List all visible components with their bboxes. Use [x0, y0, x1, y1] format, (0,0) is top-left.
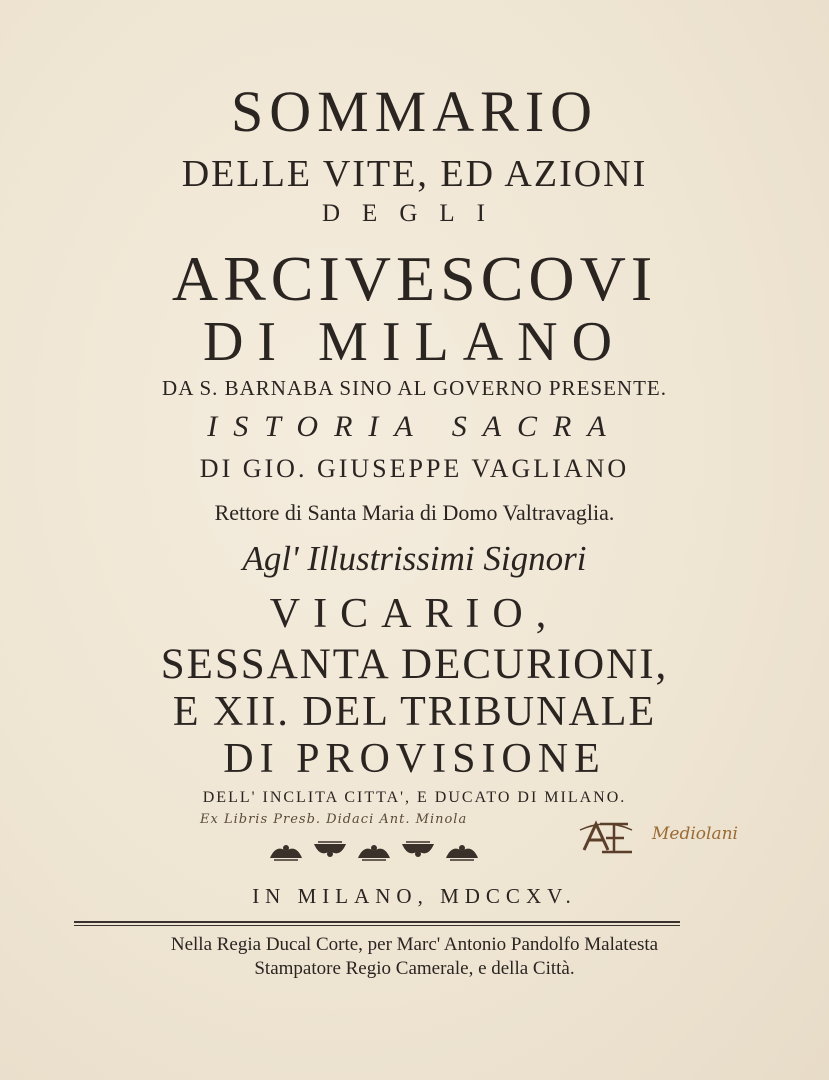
- title-sommario: SOMMARIO: [230, 79, 599, 144]
- author-name: DI GIO. GIUSEPPE VAGLIANO: [199, 454, 630, 483]
- dedication-citta: DELL' INCLITA CITTA', E DUCATO DI MILANO.: [202, 789, 627, 806]
- dedication-tribunale: E XII. DEL TRIBUNALE: [172, 689, 657, 735]
- imprint-printer-line-2: Stampatore Regio Camerale, e della Città.: [254, 958, 575, 979]
- subtitle-barnaba: DA S. BARNABA SINO AL GOVERNO PRESENTE.: [162, 376, 667, 400]
- manuscript-ownership-note: Ex Libris Presb. Didaci Ant. Minola: [200, 812, 468, 827]
- fleuron-icon: [312, 840, 348, 862]
- fleuron-icon: [444, 840, 480, 862]
- fleuron-icon: [268, 840, 304, 862]
- fleuron-icon: [356, 840, 392, 862]
- imprint-rule-thin: [74, 925, 680, 926]
- author-role: Rettore di Santa Maria di Domo Valtravaglia.: [214, 500, 615, 525]
- mediolani-handwritten-note: Mediolani: [652, 824, 738, 844]
- fleuron-icon: [400, 840, 436, 862]
- dedication-decurioni: SESSANTA DECURIONI,: [160, 641, 669, 688]
- dedication-vicario: VICARIO,: [269, 591, 560, 637]
- title-delle-vite: DELLE VITE, ED AZIONI: [181, 153, 648, 195]
- title-degli: DEGLI: [322, 200, 507, 227]
- title-di-milano: DI MILANO: [202, 311, 627, 373]
- subtitle-istoria-sacra: ISTORIA SACRA: [207, 410, 622, 443]
- dedication-heading: Agl' Illustrissimi Signori: [242, 539, 587, 578]
- dedication-provisione: DI PROVISIONE: [223, 736, 606, 782]
- imprint-rule: [74, 921, 680, 923]
- imprint-place-date: IN MILANO, MDCCXV.: [252, 884, 577, 908]
- imprint-printer-line-1: Nella Regia Ducal Corte, per Marc' Antonio Pandolfo Malatesta: [170, 934, 659, 955]
- monogram-stamp-icon: [578, 818, 634, 858]
- ornament-row: [268, 838, 480, 864]
- title-arcivescovi: ARCIVESCOVI: [171, 243, 658, 314]
